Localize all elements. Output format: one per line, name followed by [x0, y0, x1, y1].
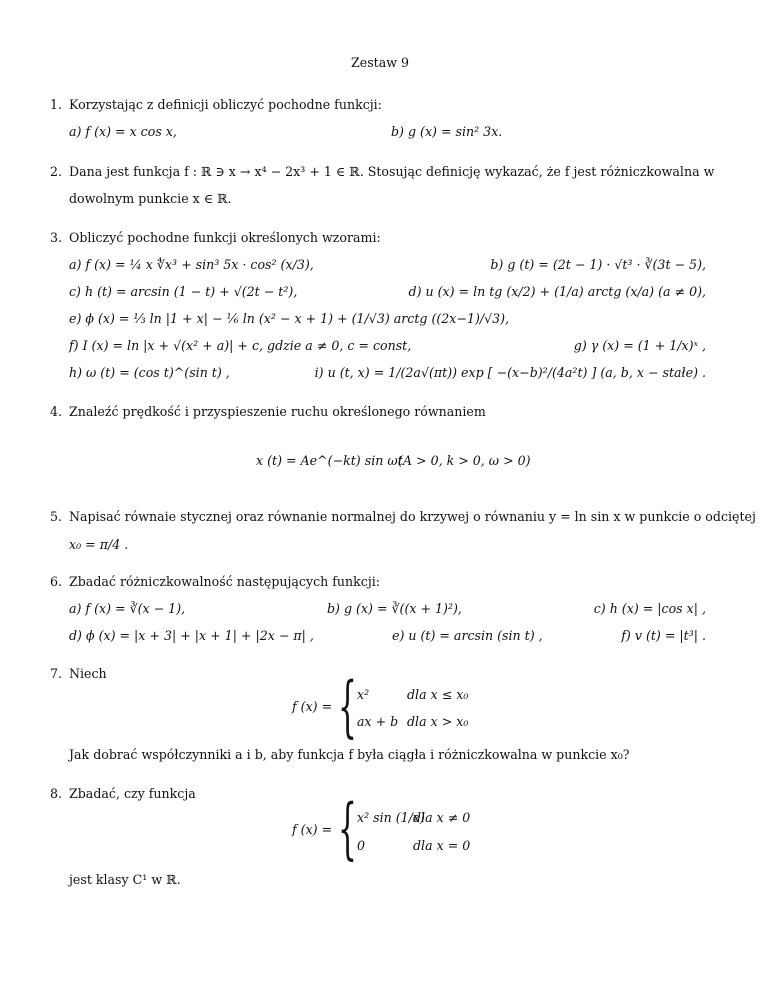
- problem-2-line2: dowolnym punkcie x ∈ ℝ.: [69, 191, 232, 206]
- problem-4-formula: x (t) = Ae^(−kt) sin ωt: [256, 453, 403, 468]
- problem-3a: a) f (x) = ¼ x ∜x³ + sin³ 5x · cos² (x/3),: [69, 257, 314, 272]
- problem-7-brace: {: [338, 668, 357, 745]
- problem-4-number: 4.: [50, 404, 63, 419]
- problem-6c: c) h (x) = |cos x| ,: [593, 601, 706, 616]
- problem-3g: g) γ (x) = (1 + 1/x)ˣ ,: [573, 338, 706, 353]
- problem-6b: b) g (x) = ∛((x + 1)²),: [327, 601, 462, 616]
- problem-3i: i) u (t, x) = 1/(2a√(πt)) exp [ −(x−b)²/(4a²t) ] (a, b, x − stałe) .: [314, 365, 706, 380]
- problem-1-number: 1.: [50, 97, 63, 112]
- problem-3b: b) g (t) = (2t − 1) · √t³ · ∛(3t − 5),: [490, 257, 706, 272]
- problem-1b: b) g (x) = sin² 3x.: [391, 124, 503, 139]
- problem-3d: d) u (x) = ln tg (x/2) + (1/a) arctg (x/a) (a ≠ 0),: [408, 284, 706, 299]
- problem-8-text: Zbadać, czy funkcja: [69, 786, 196, 801]
- problem-1-text: Korzystając z definicji obliczyć pochodne funkcji:: [69, 97, 382, 112]
- problem-8-case1-cond: dla x ≠ 0: [413, 810, 471, 825]
- problem-6d: d) ϕ (x) = |x + 3| + |x + 1| + |2x − π| ,: [69, 628, 314, 643]
- problem-7-number: 7.: [50, 666, 63, 681]
- problem-8-case2-expr: 0: [357, 838, 366, 853]
- problem-6f: f) v (t) = |t³| .: [621, 628, 706, 643]
- problem-8-case2-cond: dla x = 0: [413, 838, 471, 853]
- problem-2-line1: Dana jest funkcja f : ℝ ∋ x → x⁴ − 2x³ + 1 ∈ ℝ. Stosując definicję wykazać, że f jest różniczkowalna w: [69, 164, 715, 179]
- problem-7-text: Niech: [69, 666, 107, 681]
- problem-6e: e) u (t) = arcsin (sin t) ,: [392, 628, 543, 643]
- problem-3h: h) ω (t) = (cos t)^(sin t) ,: [69, 365, 230, 380]
- problem-7-case2-expr: ax + b: [357, 714, 399, 729]
- problem-6-text: Zbadać różniczkowalność następujących funkcji:: [69, 574, 381, 589]
- problem-1a: a) f (x) = x cos x,: [69, 124, 177, 139]
- problem-8-lhs: f (x) =: [292, 822, 333, 837]
- problem-4-text: Znaleźć prędkość i przyspieszenie ruchu określonego równaniem: [69, 404, 486, 419]
- problem-8-case1-expr: x² sin (1/x): [357, 810, 425, 825]
- problem-4-conditions: (A > 0, k > 0, ω > 0): [398, 453, 531, 468]
- problem-3-number: 3.: [50, 230, 63, 245]
- problem-8-number: 8.: [50, 786, 63, 801]
- page-title: Zestaw 9: [350, 55, 410, 70]
- problem-3-text: Obliczyć pochodne funkcji określonych wzorami:: [69, 230, 381, 245]
- problem-7-question: Jak dobrać współczynniki a i b, aby funkcja f była ciągła i różniczkowalna w punkcie x₀?: [69, 747, 630, 762]
- problem-7-lhs: f (x) =: [292, 699, 333, 714]
- problem-5-number: 5.: [50, 509, 63, 524]
- problem-6a: a) f (x) = ∛(x − 1),: [69, 601, 186, 616]
- problem-2-number: 2.: [50, 164, 63, 179]
- problem-3c: c) h (t) = arcsin (1 − t) + √(2t − t²),: [69, 284, 298, 299]
- problem-7-case1-expr: x²: [357, 687, 370, 702]
- problem-3f: f) I (x) = ln |x + √(x² + a)| + c, gdzie a ≠ 0, c = const,: [69, 338, 412, 353]
- problem-8-brace: {: [338, 790, 357, 867]
- problem-5-line1: Napisać równaie stycznej oraz równanie normalnej do krzywej o równaniu y = ln sin x w punkcie o odciętej: [69, 509, 756, 524]
- problem-7-case2-cond: dla x > x₀: [407, 714, 469, 729]
- problem-5-line2: x₀ = π/4 .: [69, 537, 129, 552]
- problem-7-case1-cond: dla x ≤ x₀: [407, 687, 469, 702]
- problem-8-tail: jest klasy C¹ w ℝ.: [69, 872, 181, 887]
- problem-6-number: 6.: [50, 574, 63, 589]
- problem-3e: e) ϕ (x) = ⅓ ln |1 + x| − ⅙ ln (x² − x + 1) + (1/√3) arctg ((2x−1)/√3),: [69, 311, 510, 326]
